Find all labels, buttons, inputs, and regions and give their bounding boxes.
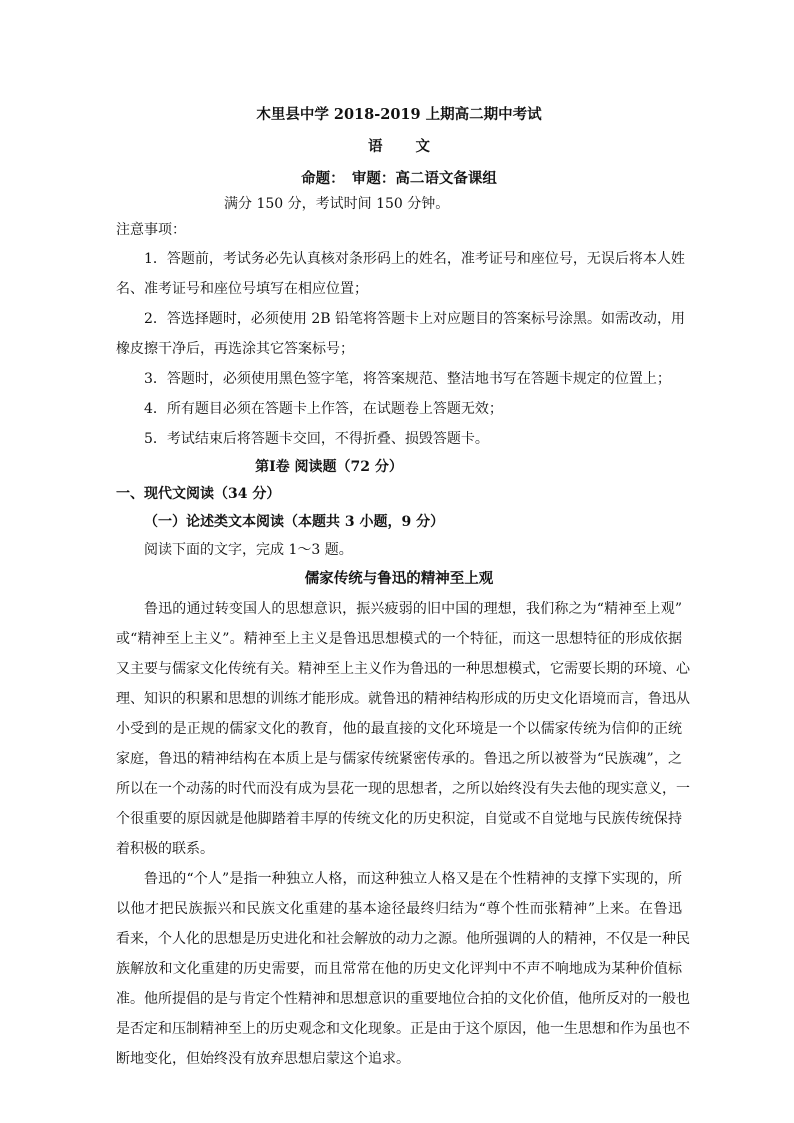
note-item (116, 304, 686, 364)
essay-line: 准。他所提倡的是与肯定个性精神和思想意识的重要地位合拍的文化价值，他所反对的一般也 (116, 990, 690, 1007)
essay-line: 鲁迅的“个人”是指一种独立人格，而这种独立人格又是在个性精神的支撑下实现的，所 (144, 870, 682, 887)
essay-line: 鲁迅的通过转变国人的思想意识，振兴疲弱的旧中国的理想，我们称之为“精神至上观” (144, 600, 682, 617)
essay-line: 所以在一个动荡的时代而没有成为昙花一现的思想者，之所以始终没有失去他的现实意义，一 (116, 780, 690, 797)
essay-paragraph (116, 864, 690, 1074)
volume-heading: 第Ⅰ卷 阅读题（72 分） (255, 458, 403, 475)
essay-line: 理、知识的积累和思想的训练才能形成。就鲁迅的精神结构形成的历史文化语境而言，鲁迅从 (116, 690, 690, 707)
essay-title: 儒家传统与鲁迅的精神至上观 (304, 569, 494, 587)
score-info: 满分 150 分，考试时间 150 分钟。 (224, 196, 450, 212)
essay-line: 族解放和文化重建的历史需要，而且常常在他的历史文化评判中不声不响地成为某种价值标 (116, 960, 682, 977)
note-item (116, 394, 682, 424)
notes-list (116, 244, 686, 454)
exam-title: 木里县中学 2018-2019 上期高二期中考试 (256, 106, 542, 123)
essay-line: 小受到的是正规的儒家文化的教育，他的最直接的文化环境是一个以儒家传统为信仰的正统 (116, 720, 682, 737)
essay-line: 又主要与儒家文化传统有关。精神至上主义作为鲁迅的一种思想模式，它需要长期的环境、心 (116, 660, 690, 677)
essay-line: 是否定和压制精神至上的历史观念和文化现象。正是由于这个原因，他一生思想和作为虽也不 (116, 1020, 690, 1037)
note-line: 4．所有题目必须在答题卡上作答，在试题卷上答题无效； (144, 400, 503, 417)
essay-line: 以他才把民族振兴和民族文化重建的基本途径最终归结为“尊个性而张精神”上来。在鲁迅 (116, 900, 682, 917)
exam-staff: 命题： 审题：高二语文备课组 (301, 170, 497, 187)
note-line: 5．考试结束后将答题卡交回，不得折叠、损毁答题卡。 (144, 430, 489, 447)
note-line: 名、准考证号和座位号填写在相应位置； (116, 280, 368, 297)
note-line: 橡皮擦干净后，再选涂其它答案标号； (116, 340, 354, 357)
essay-line: 家庭，鲁迅的精神结构在本质上是与儒家传统紧密传承的。鲁迅之所以被誉为“民族魂”，之 (116, 750, 682, 767)
part-heading: 一、现代文阅读（34 分） (116, 485, 281, 502)
note-line: 3．答题时，必须使用黑色签字笔，将答案规范、整洁地书写在答题卡规定的位置上； (144, 370, 671, 387)
note-item (116, 424, 682, 454)
notes-heading: 注意事项： (116, 222, 186, 238)
essay-line: 个很重要的原因就是他脚踏着丰厚的传统文化的历史积淀，自觉或不自觉地与民族传统保持 (116, 810, 682, 827)
note-item (116, 364, 682, 394)
subpart-heading: （一）论述类文本阅读（本题共 3 小题，9 分） (144, 513, 445, 530)
essay-line: 着积极的联系。 (116, 840, 214, 857)
note-line: 1．答题前，考试务必先认真核对条形码上的姓名，准考证号和座位号，无误后将本人姓 (144, 250, 685, 267)
essay-line: 断地变化，但始终没有放弃思想启蒙这个追求。 (116, 1050, 410, 1067)
reading-instruction: 阅读下面的文字，完成 1～3 题。 (144, 541, 353, 558)
note-item (116, 244, 685, 304)
subject-title: 语 文 (367, 138, 445, 155)
exam-page (116, 96, 690, 1074)
essay-line: 或“精神至上主义”。精神至上主义是鲁迅思想模式的一个特征，而这一思想特征的形成依据 (116, 630, 682, 647)
essay-line: 看来，个人化的思想是历史进化和社会解放的动力之源。他所强调的人的精神，不仅是一种民 (116, 930, 690, 947)
note-line: 2．答选择题时，必须使用 2B 铅笔将答题卡上对应题目的答案标号涂黑。如需改动，用 (144, 310, 686, 327)
essay-paragraph (116, 594, 690, 864)
